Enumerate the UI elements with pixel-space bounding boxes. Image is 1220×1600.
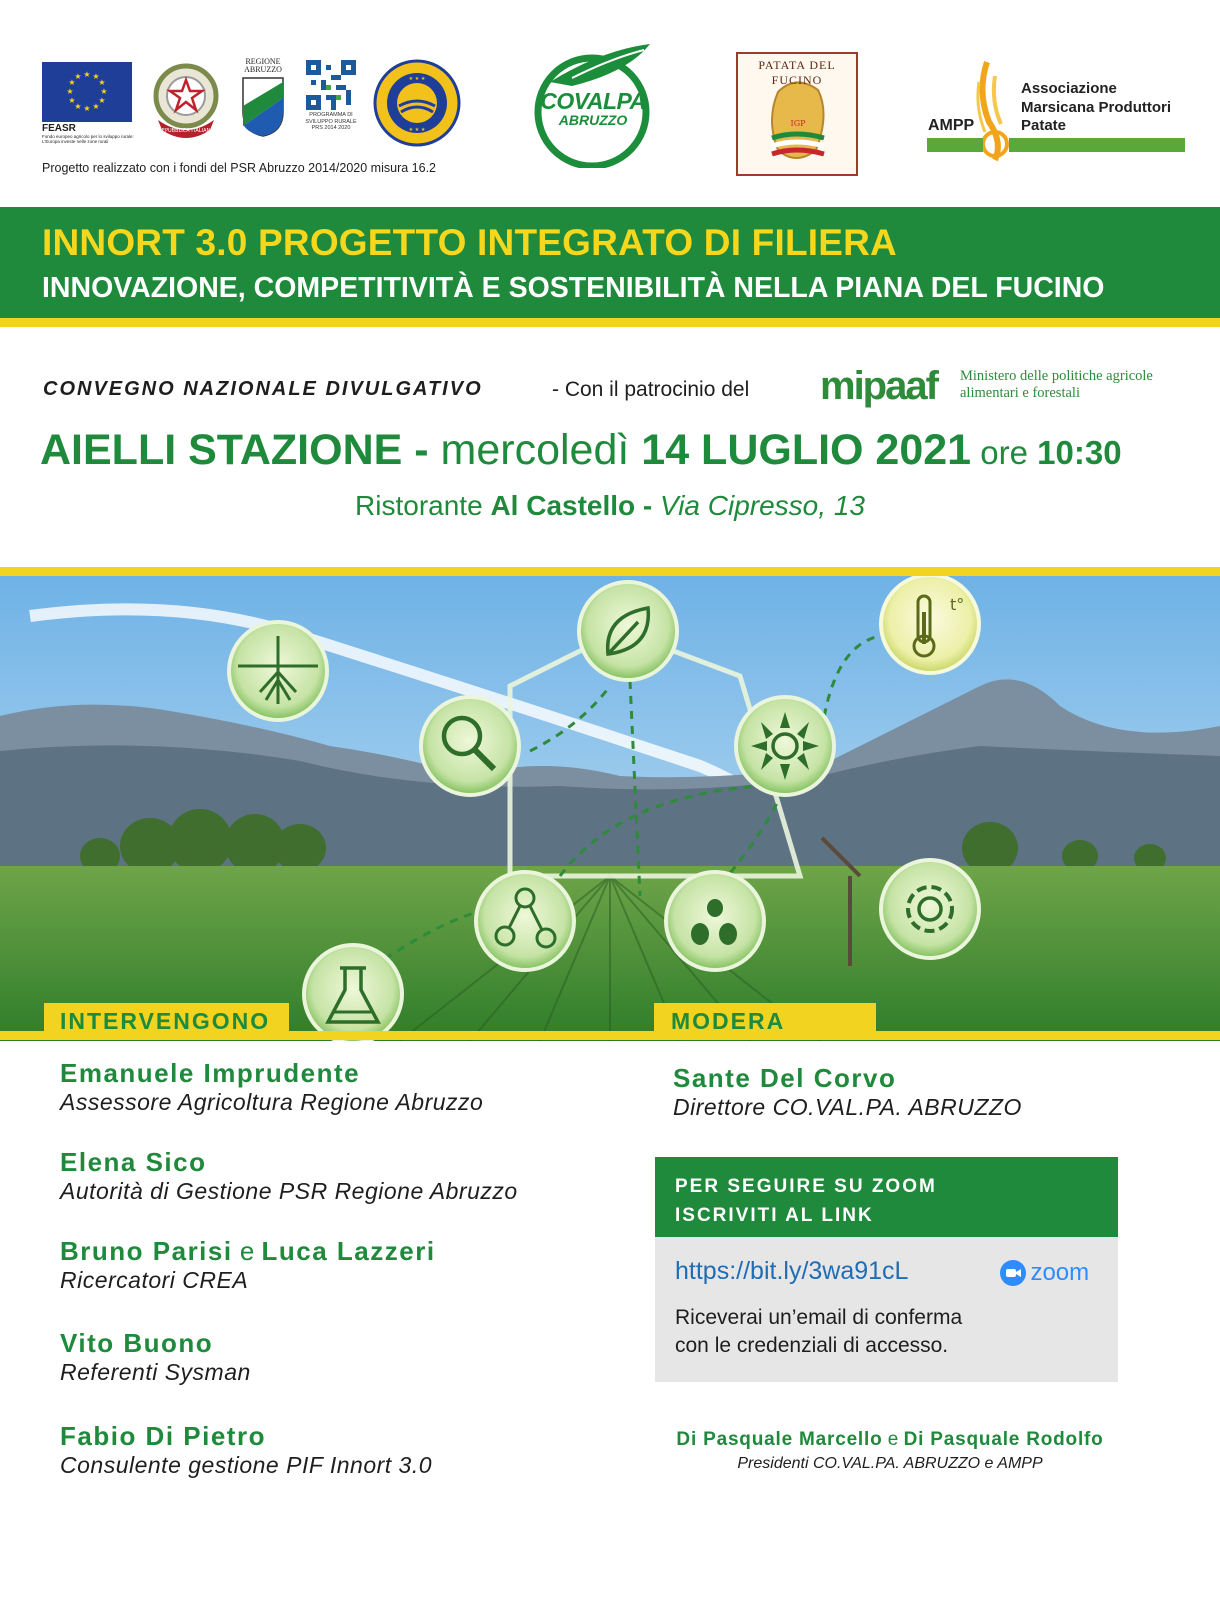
presidents-names [600,1428,1180,1452]
patata-name: PATATA DEL FUCINO [758,58,836,87]
zoom-camera-icon [1000,1260,1026,1286]
zoom-registration-link[interactable]: https://bit.ly/3wa91cL [675,1257,909,1285]
svg-text:★: ★ [100,87,108,96]
venue-address: Via Cipresso, 13 [660,490,865,521]
zoom-note-line2: con le credenziali di accesso. [675,1334,949,1357]
president-name-b: Di Pasquale Rodolfo [903,1429,1104,1450]
speaker-role: Referenti Sysman [60,1359,251,1385]
moderator-name: Sante Del Corvo [673,1063,897,1093]
svg-text:t°: t° [950,595,965,614]
presidents-conjunction: e [882,1429,904,1450]
president-name-a: Di Pasquale Marcello [676,1429,883,1450]
svg-text:★: ★ [68,78,76,87]
svg-text:REPUBBLICA ITALIANA: REPUBBLICA ITALIANA [158,128,214,134]
speaker-name: Emanuele Imprudente [60,1058,361,1088]
zoom-logo-word: zoom [1030,1259,1090,1286]
svg-text:★: ★ [92,72,100,81]
speaker-conjunction: e [232,1236,262,1266]
moderator-heading: MODERA [671,1008,786,1034]
covalpa-region: ABRUZZO [558,112,628,128]
event-ore-label: ore [971,434,1038,471]
speaker-name [60,1236,436,1266]
venue-prefix: Ristorante [355,490,491,521]
zoom-note-line1: Riceverai un’email di conferma [675,1306,963,1329]
event-venue-line [0,490,1220,522]
flask-icon [304,945,402,1041]
italian-republic-emblem-icon [150,60,222,142]
covalpa-name: COVALPA [540,88,646,114]
eu-flag-icon [42,62,132,122]
svg-text:★: ★ [98,78,106,87]
event-weekday: mercoledì [440,426,642,474]
speakers-heading: INTERVENGONO [60,1008,271,1034]
speaker-item [60,1421,432,1479]
event-dash: - [402,426,441,474]
svg-text:★: ★ [83,70,91,79]
svg-text:IGP: IGP [790,119,806,128]
feasr-label: FEASR Fondo europeo agricolo per lo sviluppo rurale: L'Europa investe nelle zone rurali [42,123,134,144]
ampp-name: Associazione Marsicana Produttori Patate [1021,80,1172,134]
magnifier-icon [421,697,519,795]
speaker-name-a: Bruno Parisi [60,1236,233,1266]
logo-bar [0,0,1220,205]
speaker-name-b: Luca Lazzeri [261,1236,436,1266]
speaker-role: Autorità di Gestione PSR Regione Abruzzo [60,1178,518,1204]
presidents-block [600,1428,1180,1476]
event-date-line [40,426,1122,475]
speaker-name: Fabio Di Pietro [60,1421,266,1451]
speaker-name: Elena Sico [60,1147,207,1177]
network-icon [476,872,574,970]
roots-icon [229,622,327,720]
svg-text:★: ★ [74,72,82,81]
zoom-heading [675,1172,937,1230]
leaf-icon [579,582,677,680]
mipaaf-logo: mipaaf [820,364,937,408]
svg-text:★: ★ [92,102,100,111]
event-place: AIELLI STAZIONE [40,426,403,474]
venue-name: Al Castello [490,490,636,521]
svg-text:★: ★ [74,102,82,111]
ampp-abbr: AMPP [928,117,975,134]
page-subtitle: INNOVAZIONE, COMPETITIVITÀ E SOSTENIBILITÀ NELLA PIANA DEL FUCINO [42,272,1105,304]
funds-note: Progetto realizzato con i fondi del PSR Abruzzo 2014/2020 misura 16.2 [42,161,436,175]
svg-text:★ ★ ★: ★ ★ ★ [408,127,426,133]
covalpa-wordmark [532,90,654,128]
zoom-heading-line2: ISCRIVITI AL LINK [675,1205,874,1226]
patronage-text: - Con il patrocinio del [552,378,750,401]
event-date: 14 LUGLIO 2021 [641,426,972,474]
program-qr-code: PROGRAMMA DI SVILUPPO RURALE PRS 2014 2020 [300,60,362,150]
moderator-item [673,1063,1022,1121]
ministry-name: Ministero delle politiche agricole alimentari e forestali [960,368,1153,401]
gear-icon [881,860,979,958]
svg-text:★ ★ ★: ★ ★ ★ [408,76,426,82]
page-title: INNORT 3.0 PROGETTO INTEGRATO DI FILIERA [42,222,897,263]
svg-text:★: ★ [83,104,91,113]
zoom-logo [1000,1259,1089,1287]
svg-text:★: ★ [66,87,74,96]
speaker-item [60,1147,518,1205]
moderator-role: Direttore CO.VAL.PA. ABRUZZO [673,1094,1022,1120]
regione-abruzzo-logo: REGIONE ABRUZZO [236,58,290,142]
zoom-heading-line1: PER SEGUIRE SU ZOOM [675,1176,937,1197]
sun-icon [736,697,834,795]
speaker-item [60,1058,483,1116]
svg-text:★: ★ [68,96,76,105]
igp-seal-icon [372,58,462,148]
event-type: CONVEGNO NAZIONALE DIVULGATIVO [43,378,483,400]
svg-text:★: ★ [98,96,106,105]
speaker-role: Ricercatori CREA [60,1267,249,1293]
speaker-name: Vito Buono [60,1328,214,1358]
thermometer-icon [881,576,979,673]
field-illustration [0,567,1220,1041]
event-time: 10:30 [1037,434,1122,471]
speaker-role: Consulente gestione PIF Innort 3.0 [60,1452,433,1478]
venue-dash: - [635,490,661,521]
speaker-item [60,1236,436,1294]
presidents-role: Presidenti CO.VAL.PA. ABRUZZO e AMPP [737,1455,1043,1472]
zoom-note [675,1304,1095,1360]
bugs-icon [666,872,764,970]
speaker-item [60,1328,251,1386]
speaker-role: Assessore Agricoltura Regione Abruzzo [60,1089,484,1115]
